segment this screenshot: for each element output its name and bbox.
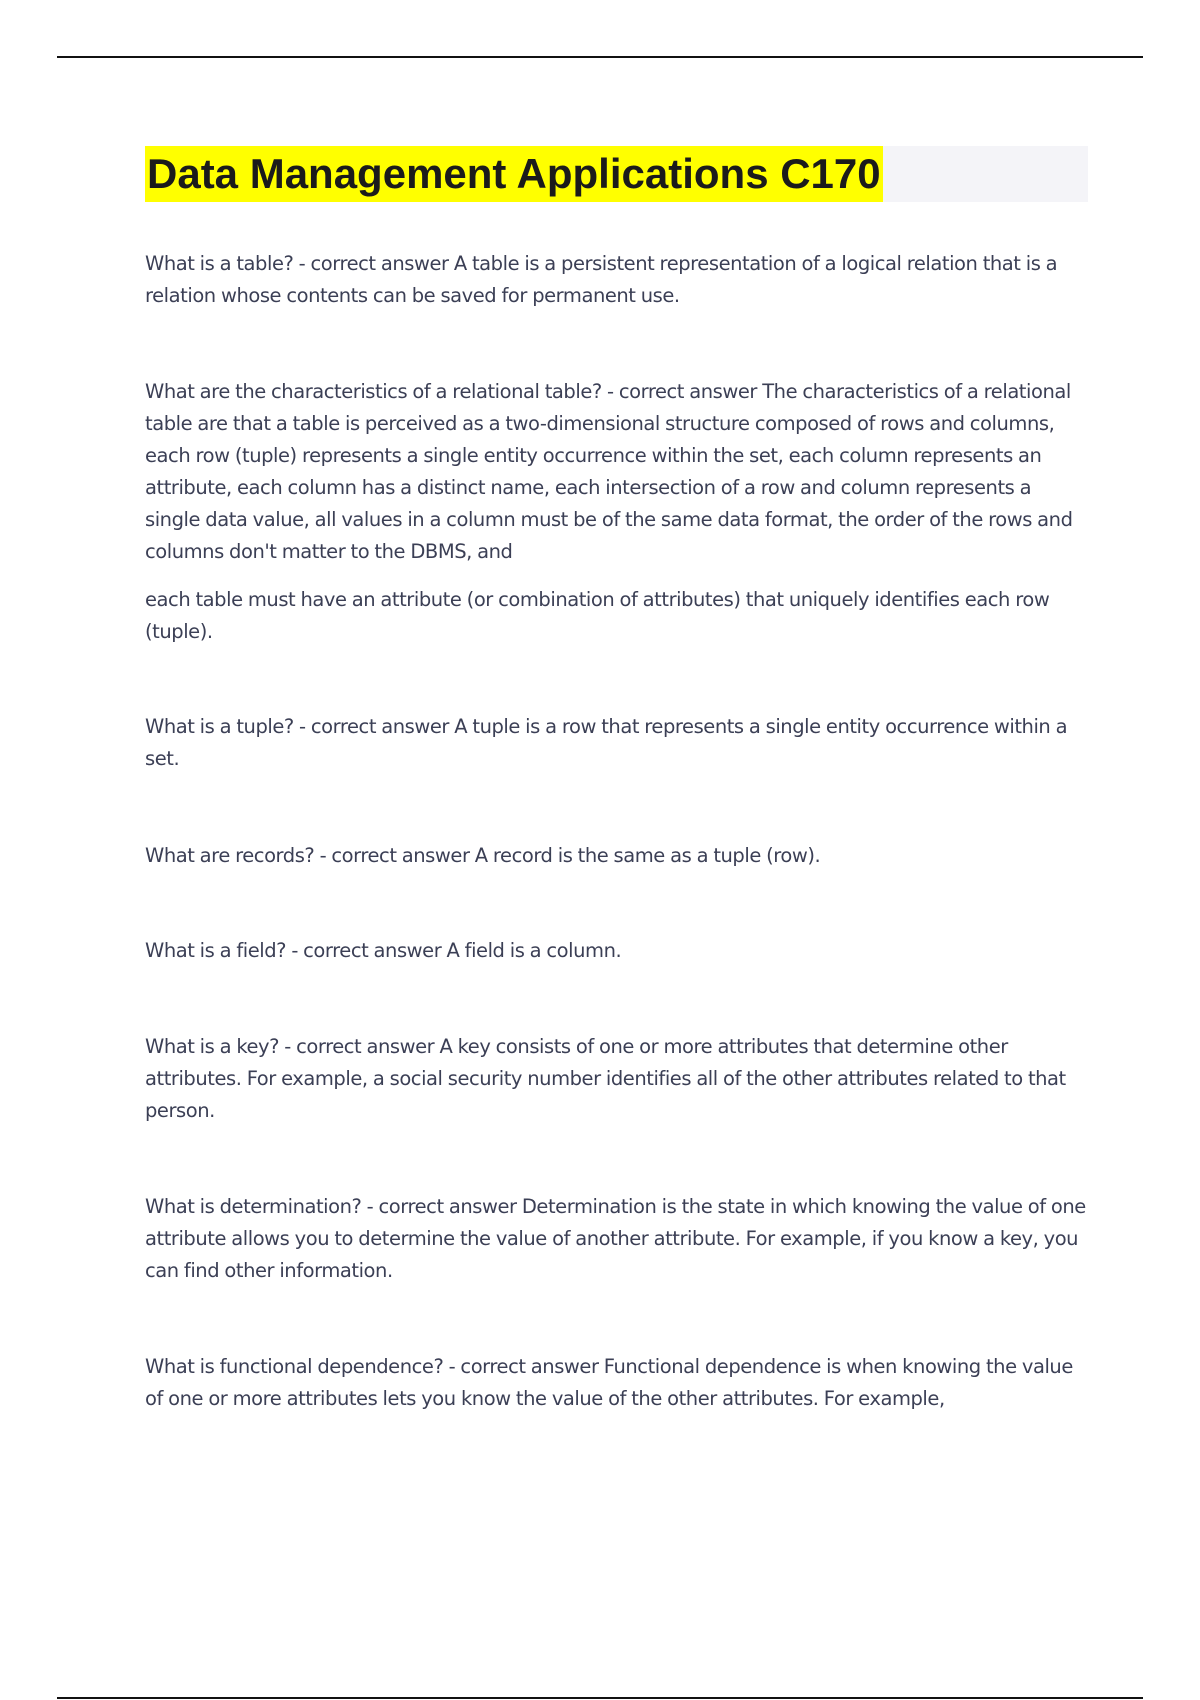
qa-entry-key: What is a key? - correct answer A key consists of one or more attributes that determine other attributes. For example, a social security number identifies all of the other attributes related to that person.	[145, 1035, 1066, 1122]
qa-entry-relational-table-continued: each table must have an attribute (or combination of attributes) that uniquely identifies each row (tuple).	[145, 588, 1050, 643]
document-title: Data Management Applications C170	[145, 146, 883, 202]
qa-entry-relational-table: What are the characteristics of a relational table? - correct answer The characteristics of a relational table are that a table is perceived as a two-dimensional structure composed of rows and columns, each row (tuple) represents a single entity occurrence within the set, each column represents an attribute, each column has a distinct name, each intersection of a row and column represents a single data value, all values in a column must be of the same data format, the order of the rows and columns don't matter to the DBMS, and	[145, 380, 1073, 563]
qa-entry-records: What are records? - correct answer A record is the same as a tuple (row).	[145, 844, 821, 867]
qa-entry-table: What is a table? - correct answer A table is a persistent representation of a logical relation that is a relation whose contents can be saved for permanent use.	[145, 252, 1058, 307]
bottom-rule	[57, 1697, 1143, 1699]
qa-entry-determination: What is determination? - correct answer Determination is the state in which knowing the value of one attribute allows you to determine the value of another attribute. For example, if you know a key, you can find other information.	[145, 1195, 1086, 1282]
qa-entry-field: What is a field? - correct answer A field is a column.	[145, 939, 622, 962]
qa-entry-tuple: What is a tuple? - correct answer A tuple is a row that represents a single entity occurrence within a set.	[145, 715, 1068, 770]
qa-entry-functional-dependence: What is functional dependence? - correct answer Functional dependence is when knowing the value of one or more attributes lets you know the value of the other attributes. For example,	[145, 1355, 1073, 1410]
top-rule	[57, 56, 1143, 58]
